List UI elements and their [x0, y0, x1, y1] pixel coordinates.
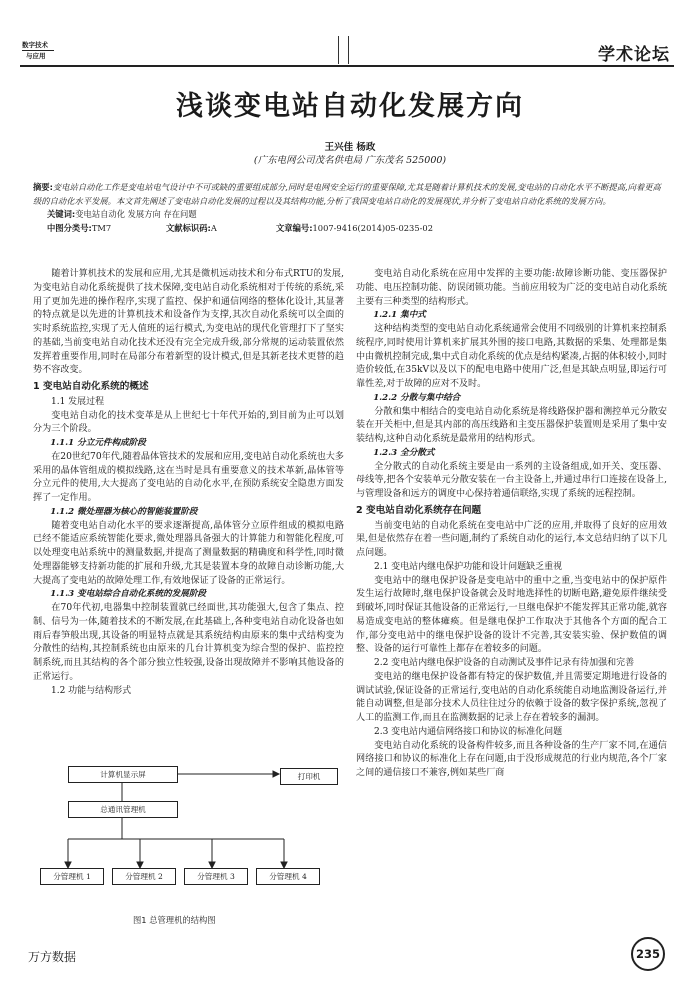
box-main-comm-manager: 总通讯管理机 — [68, 801, 178, 818]
paragraph: 变电站中的继电保护设备是变电站中的重中之重,当变电站中的保护原件发生运行故障时,继电保护设备就会及时地选择性的切断电路,避免原件继续受到破坏,同时保证其他设备的正常运行,一旦继电保护不能发挥其正常功能,就容易造成变电站的整体瘫痪。但是继电保护工作取决于其他各个方面的配合工作,部分变电站中的继电保护设备的设计不完善,其安装实验、保护数值的调整、设备的运行可靠性上都存在着较多的问题。 — [356, 575, 667, 655]
header-divider — [348, 36, 349, 64]
abstract-text: 变电站自动化工作是变电站电气设计中不可或缺的重要组成部分,同时是电网安全运行的重要保障,尤其是随着计算机技术的发展,变电站的自动化水平不断提高,向着更高级的自动化水平发展。本文首先阐述了变电站自动化发展的过程以及其结构功能,分析了我国变电站自动化的发展现状,并分析了变电站自动化系统的发展方向。 — [33, 182, 661, 206]
figure-caption: 图1 总管理机的结构图 — [133, 915, 216, 925]
journal-name-line1: 数字技术 — [22, 41, 48, 49]
figure-connectors — [40, 766, 340, 906]
header-rule — [20, 65, 674, 67]
subsection-heading: 1.2 功能与结构形式 — [51, 685, 132, 696]
subsubsection-heading: 1.1.1 分立元件构成阶段 — [50, 438, 146, 448]
section-heading: 2 变电站自动化系统存在问题 — [356, 504, 482, 516]
subsubsection-heading: 1.2.2 分散与集中结合 — [373, 392, 461, 403]
header-divider — [338, 36, 339, 64]
author-affiliation: (广东电网公司茂名供电局 广东茂名 525000) — [253, 155, 447, 166]
section-heading: 1 变电站自动化系统的概述 — [33, 381, 149, 392]
clc-label: 中图分类号: — [47, 223, 92, 233]
journal-name — [22, 40, 48, 62]
keywords-label: 关键词: — [47, 209, 76, 219]
document-code — [166, 222, 217, 234]
paragraph: 这种结构类型的变电站自动化系统通常会使用不同级别的计算机来控制系统程序,同时使用计算机来扩展其外围的接口电路,其数据的采集、处理都是集中由微机控制完成,集中式自动化系统的优点是结构紧凑,占据的体积较小,同时造价较低,在35kV以及以下的配电电路中使用广泛,但是其缺点明显,即运行可靠性差,对于故障的应对不及时。 — [356, 324, 667, 389]
figure-1-diagram — [40, 766, 340, 906]
section-label: 学术论坛 — [598, 45, 670, 65]
subsubsection-heading: 1.1.2 微处理器为核心的智能装置阶段 — [50, 506, 198, 517]
subsection-heading: 1.1 发展过程 — [51, 396, 105, 407]
subsection-heading: 2.1 变电站内继电保护功能和设计问题缺乏重视 — [374, 561, 563, 572]
box-printer: 打印机 — [280, 768, 338, 785]
intro-paragraph: 随着计算机技术的发展和应用,尤其是微机远动技术和分布式RTU的发展,为变电站自动化系统提供了技术保障,变电站自动化系统相对于传统的系统,采用了更加先进的操作程序,实现了监控、保护和通信网络的整体化设计,其显著的特点就是以先进的计算机技术和设备作为支撑,其次自动化系统可以全面的实时系统监控,实现了无人值班的运行模式,为变电站的现代化管理打下了坚实的基础,当前变电站自动化技术还没有完全完成升级,部分常规的运动装置依然发挥着重要作用,同时在局部分布着新型的设计模式,但是其新老技术更替的趋势不容改变。 — [33, 269, 344, 376]
article-number — [276, 222, 433, 234]
paragraph: 变电站的继电保护设备都有特定的保护数值,并且需要定期地进行设备的调试试验,保证设备的正常运行,变电站的自动化系统能自动地监测设备运行,并能自动调整,但是部分技术人员往往过分的依赖于设备的数字保护系统,忽视了人工的监测工作,而且在监测数据的记录上存在着较多的漏洞。 — [356, 671, 667, 723]
paragraph: 分散和集中相结合的变电站自动化系统是将线路保护器和测控单元分散安装在开关柜中,但是其内部的高压线路和主变压器保护装置则是采用了集中安装结构,这种自动化系统是最常用的结构形式。 — [356, 406, 667, 444]
clc-value: TM7 — [91, 223, 112, 233]
paragraph: 变电站自动化系统在应用中发挥的主要功能:故障诊断功能、变压器保护功能、电压控制功能、防误闭锁功能。当前应用较为广泛的变电站自动化系统主要有三种类型的结构形式。 — [356, 269, 667, 307]
subsubsection-heading: 1.2.1 集中式 — [373, 310, 426, 321]
paragraph: 在20世纪70年代,随着晶体管技术的发展和应用,变电站自动化系统也大多采用的晶体管组成的模拟线路,这在当时是具有重要意义的技术革新,晶体管等分立元件的使用,大大提高了变电站的自动化水平,在预防系统安全隐患方面发挥了一定作用。 — [33, 451, 344, 503]
box-sub-manager-3: 分管理机 3 — [184, 868, 248, 885]
clc-number — [47, 222, 111, 234]
paragraph: 变电站自动化系统的设备构件较多,而且各种设备的生产厂家不同,在通信网络接口和协议的标准化上存在问题,由于没形成规范的行业内规范,各个厂家之间的通信接口不兼容,例如某些厂商 — [356, 740, 667, 778]
article-no-value: 1007-9416(2014)05-0235-02 — [312, 223, 433, 233]
article-no-label: 文章编号: — [276, 223, 313, 233]
journal-name-divider — [22, 50, 54, 51]
box-sub-manager-1: 分管理机 1 — [40, 868, 104, 885]
paragraph: 全分散式的自动化系统主要是由一系列的主设备组成,如开关、变压器、母线等,把各个安装单元分散安装在一台主设备上,并通过串行口连接在设备上,与管理设备和远方的调度中心保持着通信联络,实现了系统的远程控制。 — [356, 461, 667, 499]
paragraph: 当前变电站的自动化系统在变电站中广泛的应用,并取得了良好的应用效果,但是依然存在着一些问题,制约了系统自动化的运行,本文总结归纳了以下几点问题。 — [356, 520, 667, 558]
keywords-text: 变电站自动化 发展方向 存在问题 — [75, 209, 197, 219]
abstract — [33, 181, 665, 208]
arrowhead — [273, 771, 279, 777]
page-number: 235 — [631, 937, 665, 971]
paragraph: 随着变电站自动化水平的要求逐渐提高,晶体管分立原件组成的模拟电路已经不能适应系统智能化要求,微处理器具备强大的计算能力和智能化程度,可以处理变电站系统中的测量数据,并提高了测量数据的精确度和科学性,同时微处理器能够支持新功能的扩展和升级,尤其是装置本身的故障自动诊断功能,大大提高了变电站的故障处理工作,有效地保证了设备的正常运行。 — [33, 520, 344, 586]
keywords — [47, 208, 197, 220]
box-sub-manager-2: 分管理机 2 — [112, 868, 176, 885]
abstract-label: 摘要: — [33, 182, 53, 192]
paragraph: 在70年代初,电器集中控制装置就已经面世,其功能强大,包含了集点、控制、信号为一体,随着技术的不断发展,在此基础上,各种变电站自动化设备也如雨后春笋般出现,其设备的明显特点就是其系统结构由原来的集中式结构变为分散性的结构,其控制系统也由原来的几台计算机变为综合型的保护、监控控制系统,而且其结构的各个部分独立性较强,设备出现故障并不影响其他设备的正常运行。 — [33, 603, 344, 682]
subsubsection-heading: 1.1.3 变电站综合自动化系统的发展阶段 — [50, 589, 207, 600]
article-title: 浅谈变电站自动化发展方向 — [176, 91, 524, 122]
journal-name-line2: 与应用 — [26, 52, 46, 60]
doc-code-value: A — [210, 223, 217, 233]
subsubsection-heading: 1.2.3 全分散式 — [373, 447, 435, 458]
subsection-heading: 2.3 变电站内通信网络接口和协议的标准化问题 — [374, 726, 563, 737]
left-column — [33, 268, 344, 698]
subsection-heading: 2.2 变电站内继电保护设备的自动测试及事件记录有待加强和完善 — [374, 658, 635, 668]
right-column — [356, 268, 667, 781]
source-watermark: 万方数据 — [28, 950, 77, 964]
paragraph: 变电站自动化的技术变革是从上世纪七十年代开始的,到目前为止可以划分为三个阶段。 — [33, 410, 344, 435]
box-computer-display: 计算机显示屏 — [68, 766, 178, 783]
doc-code-label: 文献标识码: — [166, 223, 211, 233]
box-sub-manager-4: 分管理机 4 — [256, 868, 320, 885]
article-authors: 王兴佳 杨政 — [324, 142, 376, 153]
